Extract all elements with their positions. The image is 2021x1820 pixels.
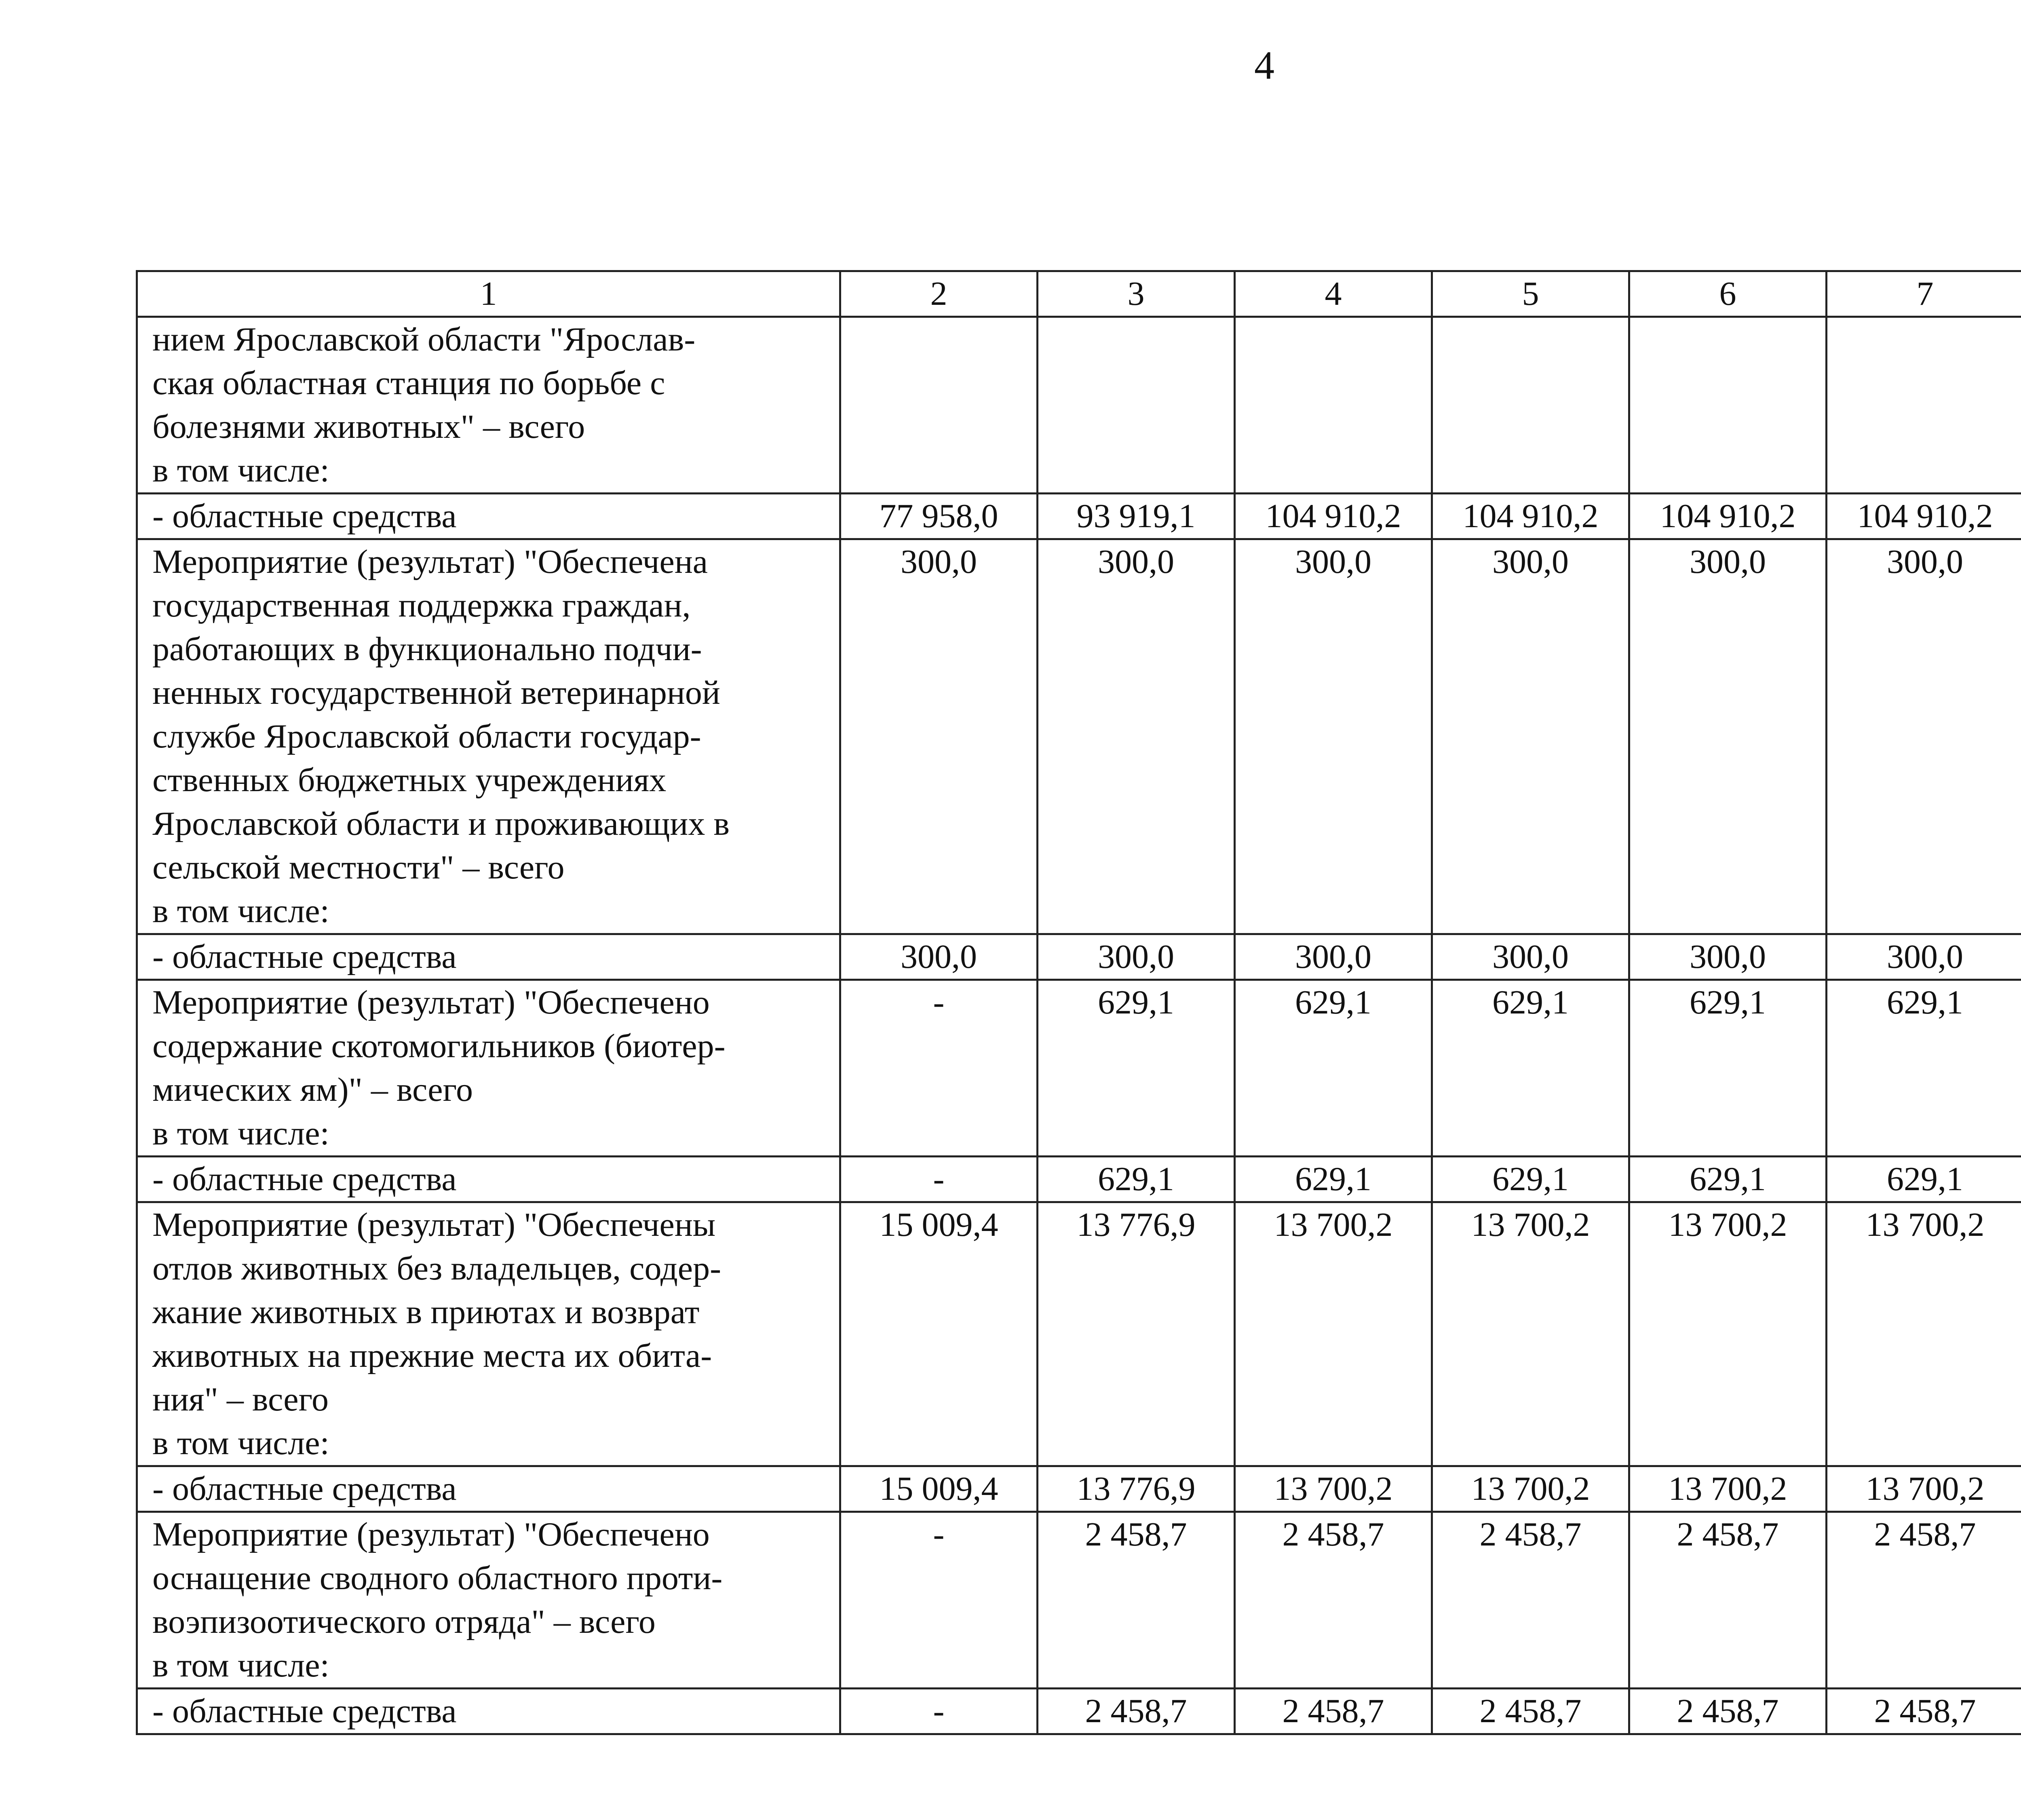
year-value-cell: 13 700,2 xyxy=(1432,1466,1629,1512)
year-value-cell: 300,0 xyxy=(1629,934,1827,980)
year-value-cell: 2 458,7 xyxy=(1235,1689,1432,1734)
year-value-cell: - xyxy=(840,1689,1038,1734)
description-line: ненных государственной ветеринарной xyxy=(152,674,720,712)
year-value-cell: 13 700,2 xyxy=(1235,1202,1432,1466)
funding-source-row xyxy=(137,494,2021,539)
funding-source-label xyxy=(137,494,840,539)
description-line: - областные средства xyxy=(152,497,457,535)
year-value-cell: 629,1 xyxy=(1038,980,1235,1157)
year-value-cell: 629,1 xyxy=(1432,980,1629,1157)
column-number: 3 xyxy=(1038,271,1235,317)
year-value-cell: 629,1 xyxy=(1235,1157,1432,1202)
year-value-cell: 300,0 xyxy=(1432,539,1629,934)
year-value-cell: 300,0 xyxy=(1629,539,1827,934)
funding-source-label xyxy=(137,934,840,980)
funding-source-row xyxy=(137,1466,2021,1512)
year-value-cell: 2 458,7 xyxy=(1432,1512,1629,1689)
year-value-cell: 2 458,7 xyxy=(1038,1512,1235,1689)
description-line: отлов животных без владельцев, содер- xyxy=(152,1250,721,1287)
activity-description xyxy=(137,539,840,934)
description-line: в том числе: xyxy=(152,1115,329,1152)
funding-source-label xyxy=(137,1157,840,1202)
table-body xyxy=(137,271,2021,1734)
year-value-cell: 2 458,7 xyxy=(1629,1689,1827,1734)
year-value-cell: 77 958,0 xyxy=(840,494,1038,539)
column-number: 4 xyxy=(1235,271,1432,317)
description-line: - областные средства xyxy=(152,1160,457,1198)
year-value-cell: 2 458,7 xyxy=(1827,1689,2021,1734)
year-value-cell: 2 458,7 xyxy=(1827,1512,2021,1689)
year-value-cell: 13 776,9 xyxy=(1038,1466,1235,1512)
description-line: мических ям)" – всего xyxy=(152,1071,473,1108)
year-value-cell: 13 700,2 xyxy=(1827,1466,2021,1512)
description-line: воэпизоотического отряда" – всего xyxy=(152,1603,656,1641)
year-value-cell: 300,0 xyxy=(1235,539,1432,934)
year-value-cell: 300,0 xyxy=(840,539,1038,934)
activity-row xyxy=(137,539,2021,934)
year-value-cell xyxy=(1827,317,2021,494)
year-value-cell: 629,1 xyxy=(1235,980,1432,1157)
description-line: в том числе: xyxy=(152,1647,329,1684)
year-value-cell: 13 776,9 xyxy=(1038,1202,1235,1466)
description-line: Мероприятие (результат) "Обеспечена xyxy=(152,543,708,581)
description-line: - областные средства xyxy=(152,938,457,975)
year-value-cell: 629,1 xyxy=(1629,1157,1827,1202)
description-line: Мероприятие (результат) "Обеспечено xyxy=(152,1516,710,1553)
column-number: 2 xyxy=(840,271,1038,317)
description-line: в том числе: xyxy=(152,1424,329,1462)
column-number: 7 xyxy=(1827,271,2021,317)
description-line: Мероприятие (результат) "Обеспечены xyxy=(152,1206,716,1244)
year-value-cell: - xyxy=(840,1157,1038,1202)
activity-row xyxy=(137,317,2021,494)
description-line: ственных бюджетных учреждениях xyxy=(152,761,667,799)
year-value-cell: 13 700,2 xyxy=(1629,1202,1827,1466)
description-line: животных на прежние места их обита- xyxy=(152,1337,712,1375)
column-number: 1 xyxy=(137,271,840,317)
year-value-cell: 13 700,2 xyxy=(1827,1202,2021,1466)
year-value-cell: 93 919,1 xyxy=(1038,494,1235,539)
description-line: Мероприятие (результат) "Обеспечено xyxy=(152,984,710,1021)
year-value-cell: 629,1 xyxy=(1038,1157,1235,1202)
activity-description xyxy=(137,1512,840,1689)
description-line: работающих в функционально подчи- xyxy=(152,630,702,668)
budget-table xyxy=(136,270,2021,1735)
activity-description xyxy=(137,980,840,1157)
year-value-cell: - xyxy=(840,980,1038,1157)
year-value-cell: 104 910,2 xyxy=(1827,494,2021,539)
year-value-cell: 629,1 xyxy=(1827,1157,2021,1202)
description-line: Ярославской области и проживающих в xyxy=(152,805,730,842)
year-value-cell: 300,0 xyxy=(1235,934,1432,980)
year-value-cell xyxy=(1629,317,1827,494)
year-value-cell: 629,1 xyxy=(1827,980,2021,1157)
activity-row xyxy=(137,980,2021,1157)
year-value-cell: 13 700,2 xyxy=(1235,1466,1432,1512)
funding-source-label xyxy=(137,1466,840,1512)
description-line: ния" – всего xyxy=(152,1381,329,1418)
activity-row xyxy=(137,1202,2021,1466)
year-value-cell: 300,0 xyxy=(1038,934,1235,980)
year-value-cell: 300,0 xyxy=(1038,539,1235,934)
column-number: 6 xyxy=(1629,271,1827,317)
description-line: - областные средства xyxy=(152,1692,457,1730)
description-line: содержание скотомогильников (биотер- xyxy=(152,1027,726,1065)
year-value-cell: 13 700,2 xyxy=(1629,1466,1827,1512)
year-value-cell: 300,0 xyxy=(1432,934,1629,980)
year-value-cell: 629,1 xyxy=(1629,980,1827,1157)
year-value-cell: 13 700,2 xyxy=(1432,1202,1629,1466)
year-value-cell: 300,0 xyxy=(1827,934,2021,980)
activity-description xyxy=(137,317,840,494)
description-line: в том числе: xyxy=(152,452,329,489)
year-value-cell xyxy=(1038,317,1235,494)
year-value-cell: 2 458,7 xyxy=(1432,1689,1629,1734)
year-value-cell: 104 910,2 xyxy=(1432,494,1629,539)
column-number-row xyxy=(137,271,2021,317)
funding-source-row xyxy=(137,1157,2021,1202)
description-line: болезнями животных" – всего xyxy=(152,408,585,445)
year-value-cell: 300,0 xyxy=(840,934,1038,980)
funding-source-row xyxy=(137,934,2021,980)
year-value-cell xyxy=(1235,317,1432,494)
year-value-cell: 104 910,2 xyxy=(1629,494,1827,539)
description-line: жание животных в приютах и возврат xyxy=(152,1293,700,1331)
activity-description xyxy=(137,1202,840,1466)
description-line: службе Ярославской области государ- xyxy=(152,718,701,755)
description-line: в том числе: xyxy=(152,892,329,930)
year-value-cell: 629,1 xyxy=(1432,1157,1629,1202)
column-number: 5 xyxy=(1432,271,1629,317)
year-value-cell: 2 458,7 xyxy=(1038,1689,1235,1734)
funding-source-label xyxy=(137,1689,840,1734)
year-value-cell: 104 910,2 xyxy=(1235,494,1432,539)
description-line: ская областная станция по борьбе с xyxy=(152,364,665,402)
description-line: - областные средства xyxy=(152,1470,457,1508)
activity-row xyxy=(137,1512,2021,1689)
page-number: 4 xyxy=(1254,43,1274,88)
year-value-cell: - xyxy=(840,1512,1038,1689)
year-value-cell: 15 009,4 xyxy=(840,1202,1038,1466)
description-line: нием Ярославской области "Ярослав- xyxy=(152,321,696,358)
year-value-cell: 300,0 xyxy=(1827,539,2021,934)
year-value-cell xyxy=(1432,317,1629,494)
description-line: государственная поддержка граждан, xyxy=(152,587,691,624)
description-line: сельской местности" – всего xyxy=(152,849,565,886)
year-value-cell: 2 458,7 xyxy=(1629,1512,1827,1689)
year-value-cell: 2 458,7 xyxy=(1235,1512,1432,1689)
year-value-cell: 15 009,4 xyxy=(840,1466,1038,1512)
funding-source-row xyxy=(137,1689,2021,1734)
year-value-cell xyxy=(840,317,1038,494)
description-line: оснащение сводного областного проти- xyxy=(152,1559,723,1597)
